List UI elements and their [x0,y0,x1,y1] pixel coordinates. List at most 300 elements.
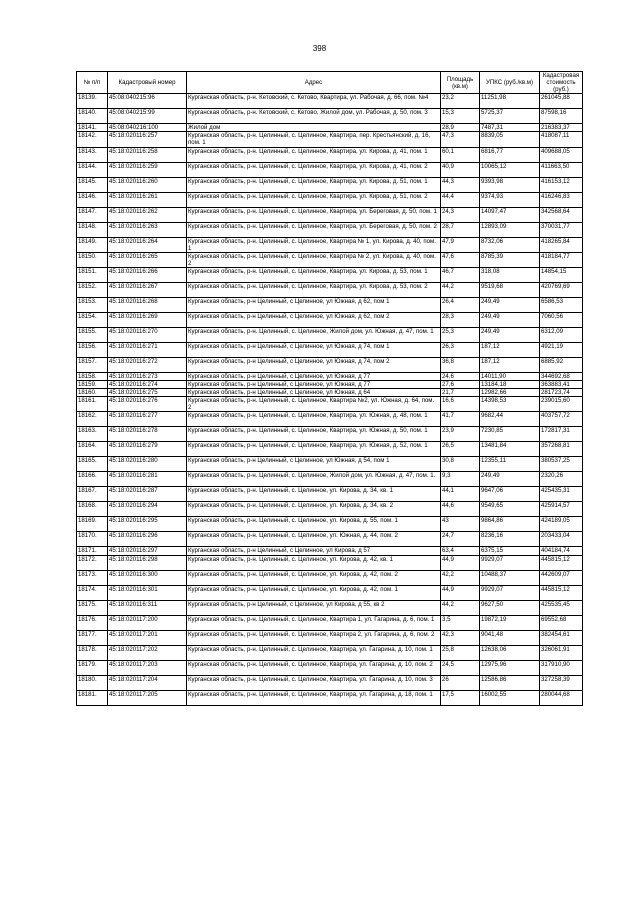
cell-value: 6586,53 [540,297,583,312]
cell-cadastral: 45:18:020116:267 [108,282,187,297]
cell-num: 18165. [77,457,108,472]
cell-area: 36,8 [441,357,480,372]
table-row [77,457,583,472]
cell-upks: 7487,31 [480,124,540,132]
cell-value: 239015,60 [540,397,583,412]
cell-value: 317910,90 [540,660,583,675]
cell-cadastral: 45:18:020116:268 [108,297,187,312]
cell-upks: 249,49 [480,312,540,327]
cell-value: 261045,88 [540,94,583,109]
cell-address: Курганская область, р-н Целинный, с Целинное, ул Южная, д 77 [187,381,441,389]
cell-num: 18157. [77,357,108,372]
table-row [77,690,583,705]
cell-upks: 318,08 [480,267,540,282]
cell-value: 409688,05 [540,147,583,162]
cell-cadastral: 45:18:020116:270 [108,327,187,342]
cell-upks: 10488,37 [480,570,540,585]
cell-num: 18171. [77,547,108,555]
cell-address: Курганская область, р-н Целинный, с Целинное, ул Южная, д 74, пом 1 [187,342,441,357]
cell-upks: 9519,68 [480,282,540,297]
cell-address: Курганская область, р-н Целинный, с Целинное, ул Южная, д 77 [187,372,441,380]
cell-upks: 12982,66 [480,389,540,397]
cell-num: 18160. [77,389,108,397]
cell-area: 47,3 [441,132,480,147]
cell-area: 26,3 [441,342,480,357]
cell-upks: 13481,84 [480,442,540,457]
cell-value: 445815,12 [540,555,583,570]
cell-address: Курганская область, р-н. Целинный, с. Целинное, ул. Кирова, д. 55, пом. 1 [187,517,441,532]
cell-upks: 11251,98 [480,94,540,109]
cell-num: 18168. [77,502,108,517]
cell-area: 24,7 [441,532,480,547]
cell-cadastral: 45:18:020116:294 [108,502,187,517]
table-row [77,357,583,372]
cell-value: 280044,68 [540,690,583,705]
cell-cadastral: 45:08:040216:100 [108,124,187,132]
cell-num: 18178. [77,645,108,660]
table-row [77,222,583,237]
cell-num: 18172. [77,555,108,570]
cell-num: 18180. [77,675,108,690]
cell-num: 18162. [77,412,108,427]
cell-area: 17,5 [441,690,480,705]
cell-address: Курганская область, р-н. Целинный, с. Целинное, Квартира, ул. Южная, д. 50, пом. 1 [187,427,441,442]
cell-cadastral: 45:18:020116:265 [108,252,187,267]
cell-address: Курганская область, р-н. Целинный, с. Целинное, Квартира, ул. Гагарина, д. 10, пом. 2 [187,660,441,675]
cell-num: 18141. [77,124,108,132]
table-row [77,372,583,380]
header-cadastral: Кадастровый номер [108,72,187,94]
table-row [77,487,583,502]
cell-area: 26,4 [441,297,480,312]
cell-cadastral: 45:18:020116:266 [108,267,187,282]
table-row [77,381,583,389]
cell-address: Курганская область, р-н. Целинный, с. Целинное, Квартира, ул. Гагарина, д. 10, пом. 1 [187,645,441,660]
cell-upks: 9929,07 [480,585,540,600]
cell-upks: 5725,37 [480,109,540,124]
cell-num: 18140. [77,109,108,124]
cell-num: 18152. [77,282,108,297]
cell-cadastral: 45:18:020116:280 [108,457,187,472]
cell-address: Курганская область, р-н. Целинный, с. Целинное, ул. Кирова, д. 42, пом. 1 [187,585,441,600]
cell-area: 47,9 [441,237,480,252]
cell-area: 44,4 [441,192,480,207]
cell-area: 16,6 [441,397,480,412]
cell-num: 18146. [77,192,108,207]
cell-address: Курганская область, р-н Целинный, с Целинное, ул Кирова, д 55, кв 2 [187,600,441,615]
table-row [77,427,583,442]
cell-num: 18166. [77,472,108,487]
cell-address: Курганская область, р-н. Целинный, с. Целинное, Квартира, ул. Гагарина, д. 10, пом. 3 [187,675,441,690]
cell-num: 18164. [77,442,108,457]
cadastral-table [76,71,583,706]
cell-upks: 12586,86 [480,675,540,690]
table-row [77,177,583,192]
table-header-row [77,72,583,94]
cell-address: Курганская область, р-н. Целинный, с. Целинное, Квартира, ул. Кирова, д. 53, пом. 2 [187,282,441,297]
table-row [77,630,583,645]
cell-num: 18148. [77,222,108,237]
table-row [77,252,583,267]
cell-num: 18139. [77,94,108,109]
cell-cadastral: 45:18:020117:200 [108,615,187,630]
cell-area: 25,3 [441,327,480,342]
cell-area: 40,9 [441,162,480,177]
cell-area: 30,8 [441,457,480,472]
cell-value: 370031,77 [540,222,583,237]
cell-upks: 9647,06 [480,487,540,502]
cell-cadastral: 45:18:020116:301 [108,585,187,600]
cell-upks: 12638,06 [480,645,540,660]
cell-upks: 6816,77 [480,147,540,162]
table-row [77,532,583,547]
cell-value: 14854,15 [540,267,583,282]
cell-cadastral: 45:18:020116:296 [108,532,187,547]
cell-area: 44,1 [441,487,480,502]
table-row [77,502,583,517]
table-row [77,267,583,282]
cell-area: 23,2 [441,94,480,109]
cell-cadastral: 45:18:020117:203 [108,660,187,675]
table-row [77,207,583,222]
cell-upks: 12893,09 [480,222,540,237]
cell-address: Курганская область, р-н. Целинный, с. Целинное, Квартира, ул. Береговая, д. 50, пом. 2 [187,222,441,237]
cell-cadastral: 45:18:020116:257 [108,132,187,147]
header-upks: УПКС (руб./кв.м) [480,72,540,94]
cell-address: Курганская область, р-н. Целинный, с. Целинное, Квартира, ул. Кирова, д. 51, пом. 2 [187,192,441,207]
table-row [77,615,583,630]
cell-address: Курганская область, р-н. Целинный, с. Целинное, ул. Кирова, д. 34, кв. 2 [187,502,441,517]
table-row [77,600,583,615]
header-address: Адрес [187,72,441,94]
cell-area: 44,6 [441,502,480,517]
cell-address: Курганская область, р-н. Целинный, с. Целинное, Квартира, ул. Кирова, д. 51, пом. 1 [187,177,441,192]
cell-area: 44,2 [441,282,480,297]
cell-address: Курганская область, р-н. Целинный, с. Целинное, Квартира, ул. Береговая, д. 50, пом. 1 [187,207,441,222]
cell-cadastral: 45:18:020116:300 [108,570,187,585]
cell-cadastral: 45:18:020116:259 [108,162,187,177]
cell-value: 418184,77 [540,252,583,267]
cell-upks: 16002,55 [480,690,540,705]
cell-value: 425535,45 [540,600,583,615]
cell-num: 18156. [77,342,108,357]
cell-area: 28,9 [441,124,480,132]
cell-upks: 9393,98 [480,177,540,192]
cell-address: Курганская область, р-н. Целинный, с. Целинное, Квартира, ул. Гагарина, д. 18, пом. 1 [187,690,441,705]
cell-value: 425435,31 [540,487,583,502]
cell-cadastral: 45:18:020116:287 [108,487,187,502]
table-row [77,124,583,132]
cell-cadastral: 45:08:040215:99 [108,109,187,124]
cell-area: 47,6 [441,252,480,267]
cell-address: Курганская область, р-н. Целинный, с. Целинное, Квартира, ул. Южная, д. 48, пом. 1 [187,412,441,427]
table-row [77,585,583,600]
cell-address: Курганская область, р-н. Целинный, с. Целинное, Квартира, ул. Кирова, д. 53, пом. 1 [187,267,441,282]
cell-area: 44,3 [441,177,480,192]
table-row [77,412,583,427]
cell-num: 18163. [77,427,108,442]
cell-upks: 14398,53 [480,397,540,412]
table-body [77,94,583,705]
cell-num: 18151. [77,267,108,282]
cell-value: 342568,64 [540,207,583,222]
cell-address: Жилой дом [187,124,441,132]
cell-address: Курганская область, р-н Целинный, с Целинное, ул Южная, д 62, пом 1 [187,297,441,312]
cell-num: 18142. [77,132,108,147]
cell-cadastral: 45:18:020116:260 [108,177,187,192]
cell-address: Курганская область, р-н Целинный, с Целинное, ул Южная, д 62, пом 2 [187,312,441,327]
cell-upks: 9682,44 [480,412,540,427]
cell-upks: 6375,15 [480,547,540,555]
cell-value: 403757,72 [540,412,583,427]
table-row [77,327,583,342]
cell-upks: 249,49 [480,327,540,342]
cell-upks: 13184,18 [480,381,540,389]
cell-num: 18169. [77,517,108,532]
cell-num: 18150. [77,252,108,267]
cell-cadastral: 45:18:020116:275 [108,389,187,397]
cell-value: 6312,09 [540,327,583,342]
cell-address: Курганская область, р-н. Целинный, с. Целинное, Квартира, ул. Южная, д. 52, пом. 1 [187,442,441,457]
cell-upks: 19872,19 [480,615,540,630]
table-row [77,389,583,397]
table-row [77,94,583,109]
cell-value: 216383,37 [540,124,583,132]
cell-num: 18155. [77,327,108,342]
cell-cadastral: 45:18:020116:277 [108,412,187,427]
cell-address: Курганская область, р-н Целинный, с Целинное, ул Кирова, д 57 [187,547,441,555]
cell-upks: 8236,16 [480,532,540,547]
cell-upks: 8732,06 [480,237,540,252]
table-row [77,192,583,207]
cell-area: 26 [441,675,480,690]
cell-address: Курганская область, р-н. Целинный, с. Целинное, ул. Кирова, д. 42, кв. 1 [187,555,441,570]
cell-num: 18167. [77,487,108,502]
cell-upks: 14011,90 [480,372,540,380]
cell-area: 44,9 [441,555,480,570]
table-row [77,109,583,124]
page-number: 398 [312,44,327,53]
cell-num: 18154. [77,312,108,327]
cell-value: 203433,04 [540,532,583,547]
cell-num: 18149. [77,237,108,252]
cell-value: 7060,56 [540,312,583,327]
cell-cadastral: 45:18:020116:262 [108,207,187,222]
cell-area: 46,7 [441,267,480,282]
cell-address: Курганская область, р-н. Целинный, с. Целинное, ул. Кирова, д. 42, пом. 2 [187,570,441,585]
cell-address: Курганская область, р-н Целинный, с Целинное, ул Южная, д 54, пом 1 [187,457,441,472]
table-row [77,555,583,570]
cell-area: 44,9 [441,585,480,600]
header-value: Кадастровая стоимость (руб.) [540,72,583,94]
cell-value: 2320,26 [540,472,583,487]
cell-num: 18176. [77,615,108,630]
table-row [77,297,583,312]
cell-value: 380537,25 [540,457,583,472]
cell-area: 24,5 [441,660,480,675]
cell-cadastral: 45:18:020116:274 [108,381,187,389]
table-row [77,397,583,412]
table-row [77,282,583,297]
cell-upks: 249,49 [480,297,540,312]
cell-address: Курганская область, р-н Целинный, с Целинное, ул Южная, д 64 [187,389,441,397]
cell-area: 43 [441,517,480,532]
cell-value: 326061,91 [540,645,583,660]
cell-value: 425914,57 [540,502,583,517]
cell-upks: 14097,47 [480,207,540,222]
table-row [77,472,583,487]
cell-value: 363883,41 [540,381,583,389]
cell-area: 27,6 [441,381,480,389]
cell-area: 28,3 [441,312,480,327]
table-row [77,547,583,555]
cell-upks: 12975,96 [480,660,540,675]
cell-cadastral: 45:18:020116:276 [108,397,187,412]
cell-area: 25,8 [441,645,480,660]
cell-address: Курганская область, р-н. Целинный, с. Целинное, Квартира, ул. Кирова, д. 41, пом. 1 [187,147,441,162]
cell-cadastral: 45:18:020116:298 [108,555,187,570]
cell-value: 87598,16 [540,109,583,124]
table-row [77,342,583,357]
cell-address: Курганская область, р-н. Целинный, с. Целинное, Квартира 2, ул. Гагарина, д. 6, пом. 2 [187,630,441,645]
cell-value: 416246,83 [540,192,583,207]
cell-cadastral: 45:18:020116:311 [108,600,187,615]
cell-address: Курганская область, р-н. Целинный, с. Целинное, Жилой дом, ул. Южная, д. 47, пом. 1 [187,327,441,342]
cell-value: 420769,69 [540,282,583,297]
cell-cadastral: 45:18:020116:263 [108,222,187,237]
cell-address: Курганская область, р-н. Целинный, с. Целинное, Квартира №2, ул. Южная, д. 64, пом. 2 [187,397,441,412]
cell-area: 24,6 [441,372,480,380]
cell-address: Курганская область, р-н Целинный, с Целинное, ул Южная, д 74, пом 2 [187,357,441,372]
cell-num: 18144. [77,162,108,177]
cell-cadastral: 45:18:020117:202 [108,645,187,660]
cell-area: 44,2 [441,600,480,615]
cell-area: 42,3 [441,630,480,645]
cell-cadastral: 45:18:020116:261 [108,192,187,207]
cell-value: 418087,11 [540,132,583,147]
cell-address: Курганская область, р-н. Целинный, с. Целинное, Квартира № 2, ул. Кирова, д. 40, пом. 2 [187,252,441,267]
table-row [77,162,583,177]
cell-address: Курганская область, р-н. Целинный, с. Целинное, Квартира 1, ул. Гагарина, д. 6, пом. 1 [187,615,441,630]
cell-num: 18173. [77,570,108,585]
cell-cadastral: 45:08:040215:96 [108,94,187,109]
table-row [77,237,583,252]
cell-area: 26,5 [441,442,480,457]
cell-value: 382454,61 [540,630,583,645]
cell-cadastral: 45:18:020117:205 [108,690,187,705]
cell-area: 63,4 [441,547,480,555]
table-row [77,660,583,675]
cell-upks: 187,12 [480,342,540,357]
cell-value: 357268,81 [540,442,583,457]
cell-cadastral: 45:18:020116:273 [108,372,187,380]
table-row [77,570,583,585]
cell-value: 344692,68 [540,372,583,380]
cell-cadastral: 45:18:020117:204 [108,675,187,690]
cell-area: 15,3 [441,109,480,124]
cell-upks: 9627,50 [480,600,540,615]
cell-upks: 7230,85 [480,427,540,442]
cell-num: 18175. [77,600,108,615]
cell-cadastral: 45:18:020116:278 [108,427,187,442]
cell-value: 281723,74 [540,389,583,397]
cell-area: 3,5 [441,615,480,630]
cell-upks: 9929,07 [480,555,540,570]
cell-num: 18170. [77,532,108,547]
cell-value: 411663,50 [540,162,583,177]
cell-value: 445815,12 [540,585,583,600]
cell-num: 18177. [77,630,108,645]
cell-num: 18143. [77,147,108,162]
cell-area: 60,1 [441,147,480,162]
cell-cadastral: 45:18:020116:281 [108,472,187,487]
table-row [77,645,583,660]
cell-area: 23,9 [441,427,480,442]
cell-area: 41,7 [441,412,480,427]
cell-num: 18147. [77,207,108,222]
cell-value: 418265,84 [540,237,583,252]
table-row [77,675,583,690]
cell-num: 18181. [77,690,108,705]
cell-upks: 12355,11 [480,457,540,472]
cell-cadastral: 45:18:020116:258 [108,147,187,162]
cell-value: 172817,31 [540,427,583,442]
cell-upks: 9041,48 [480,630,540,645]
table-row [77,147,583,162]
cell-area: 28,7 [441,222,480,237]
cell-upks: 187,12 [480,357,540,372]
cell-num: 18179. [77,660,108,675]
cell-address: Курганская область, р-н. Кетовский, с. Кетово, Жилой дом, ул. Рабочая, д. 50, пом. 3 [187,109,441,124]
cell-cadastral: 45:18:020116:271 [108,342,187,357]
cell-num: 18174. [77,585,108,600]
cell-area: 9,3 [441,472,480,487]
cell-num: 18153. [77,297,108,312]
cell-cadastral: 45:18:020116:269 [108,312,187,327]
cell-value: 6885,92 [540,357,583,372]
cell-upks: 9864,86 [480,517,540,532]
cell-cadastral: 45:18:020116:264 [108,237,187,252]
cell-value: 416153,12 [540,177,583,192]
table-row [77,442,583,457]
cell-address: Курганская область, р-н. Целинный, с. Целинное, Жилой дом, ул. Южная, д. 47, пом. 1. [187,472,441,487]
cell-address: Курганская область, р-н. Целинный, с. Целинное, Квартира № 1, ул. Кирова, д. 40, пом. 1 [187,237,441,252]
header-num: № п/п [77,72,108,94]
cell-upks: 8785,39 [480,252,540,267]
table-row [77,132,583,147]
cell-value: 424189,05 [540,517,583,532]
cell-upks: 249,49 [480,472,540,487]
cell-cadastral: 45:18:020116:295 [108,517,187,532]
cell-value: 327258,39 [540,675,583,690]
cell-area: 21,7 [441,389,480,397]
cell-address: Курганская область, р-н. Целинный, с. Целинное, Квартира, ул. Кирова, д. 41, пом. 2 [187,162,441,177]
header-area: Площадь (кв.м) [441,72,480,94]
cell-address: Курганская область, р-н. Кетовский, с. Кетово, Квартира, ул. Рабочая, д. 66, пом. №4 [187,94,441,109]
cell-cadastral: 45:18:020117:201 [108,630,187,645]
cell-cadastral: 45:18:020116:297 [108,547,187,555]
cell-cadastral: 45:18:020116:279 [108,442,187,457]
cell-num: 18145. [77,177,108,192]
cell-area: 42,2 [441,570,480,585]
cell-cadastral: 45:18:020116:272 [108,357,187,372]
cell-upks: 8839,05 [480,132,540,147]
cell-value: 404184,74 [540,547,583,555]
cell-address: Курганская область, р-н. Целинный, с. Целинное, Квартира, пер. Крестьянский, д. 16, пом. 1 [187,132,441,147]
table-row [77,517,583,532]
cell-num: 18161. [77,397,108,412]
cell-num: 18158. [77,372,108,380]
